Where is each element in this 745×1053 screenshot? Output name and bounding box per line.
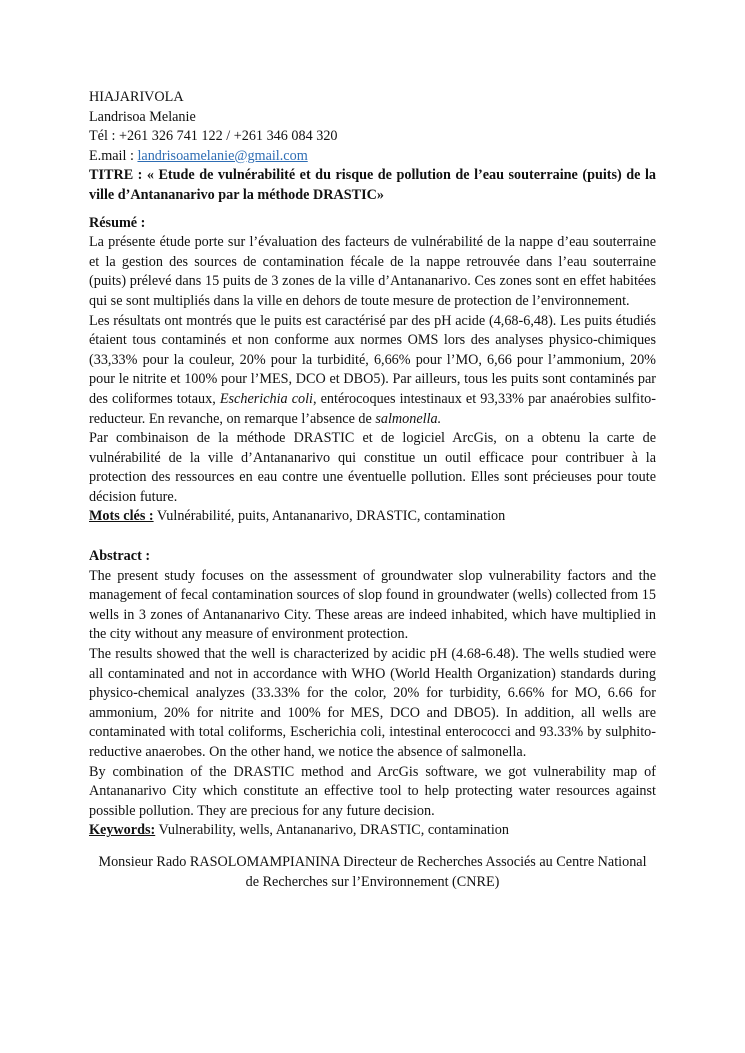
abstract-heading: Abstract : xyxy=(89,548,151,565)
email-link[interactable]: landrisoamelanie@gmail.com xyxy=(137,147,308,164)
abstract-keywords-text: Vulnerability, wells, Antananarivo, DRASTIC, contamination xyxy=(155,822,509,839)
resume-p2-part-a: Les résultats ont montrés que le puits est caractérisé par des pH acide (4,68-6,48). Les puits étudiés étaient tous contaminés et non conforme aux normes OMS lors des analyses physico-chimiques (33,33% pour la couleur, 20% pour la turbidité, 6,66% pour l’MO, 6,66 pour l’ammonium, 20% pour le nitrite et 100% pour l’MES, DCO et DBO5). Par ailleurs, tous les puits sont contaminés par des coliformes totaux, xyxy=(89,312,656,407)
email-label: E.mail : xyxy=(89,147,138,164)
resume-heading: Résumé : xyxy=(89,214,146,231)
author-email-line xyxy=(89,147,656,167)
abstract-paragraph-3: By combination of the DRASTIC method and ArcGis software, we got vulnerability map of Antananarivo City which constitute an effective tool to help protecting water resources against possible pollution. They are precious for any future decision. xyxy=(89,763,656,819)
resume-p2-italic-salmonella: salmonella. xyxy=(375,410,442,427)
resume-p2-part-b: , entérocoques intestinaux et 93,33% par anaérobies sulfito-reducteur. En revanche, on remarque l’absence de xyxy=(89,390,656,427)
resume-paragraph-1: La présente étude porte sur l’évaluation des facteurs de vulnérabilité de la nappe d’eau souterraine et la gestion des sources de contamination fécale de la nappe retrouvée dans l’eau souterraine (puits) prélevé dans 15 puits de 3 zones de la ville d’Antananarivo. Ces zones sont en effet habitées qui se sont multipliés dans la ville en dehors de toute mesure de protection de l’environnement. xyxy=(89,234,656,309)
resume-p2-italic-ecoli: Escherichia coli xyxy=(219,390,313,407)
resume-paragraph-3: Par combinaison de la méthode DRASTIC et de logiciel ArcGis, on a obtenu la carte de vulnérabilité de la ville d’Antananarivo qui constitue un outil efficace pour contribuer à la protection des ressources en eau contre une éventuelle pollution. Elles sont précieuses pour toute décision future. xyxy=(89,430,656,505)
resume-keywords xyxy=(89,507,656,527)
abstract-paragraph-2: The results showed that the well is characterized by acidic pH (4.68-6.48). The wells studied were all contaminated and not in accordance with WHO (World Health Organization) standards during physico-chemical analyzes (33.33% for the color, 20% for turbidity, 6.66% for MO, 6.66 for ammonium, 20% for nitrite and 100% for MES, DCO and DBO5). In addition, all wells are contaminated with total coliforms, Escherichia coli, intestinal enterococci and 93.33% by sulphito-reductive anaerobes. On the other hand, we notice the absence of salmonella. xyxy=(89,646,656,760)
abstract-paragraph-1: The present study focuses on the assessment of groundwater slop vulnerability factors and the management of fecal contamination sources of slop found in groundwater (wells) collected from 15 wells in 3 zones of Antananarivo City. These areas are indeed inhabited, which have multiplied in the city without any measure of environment protection. xyxy=(89,567,656,643)
abstract-keywords xyxy=(89,821,656,841)
resume-keywords-label: Mots clés : xyxy=(89,508,154,525)
resume-paragraph-2 xyxy=(89,312,656,430)
resume-keywords-text: Vulnérabilité, puits, Antananarivo, DRASTIC, contamination xyxy=(153,508,506,525)
author-given-names: Landrisoa Melanie xyxy=(89,108,196,125)
author-surname: HIAJARIVOLA xyxy=(89,89,184,105)
author-phone: Tél : +261 326 741 122 / +261 346 084 320 xyxy=(89,128,338,145)
document-title: TITRE : « Etude de vulnérabilité et du risque de pollution de l’eau souterraine (puits) de la ville d’Antananarivo par la méthode DRASTIC» xyxy=(89,167,656,203)
section-spacer xyxy=(89,527,656,547)
supervisor-footer: Monsieur Rado RASOLOMAMPIANINA Directeur de Recherches Associés au Centre National de Recherches sur l’Environnement (CNRE) xyxy=(98,853,647,890)
abstract-keywords-label: Keywords: xyxy=(89,822,156,839)
